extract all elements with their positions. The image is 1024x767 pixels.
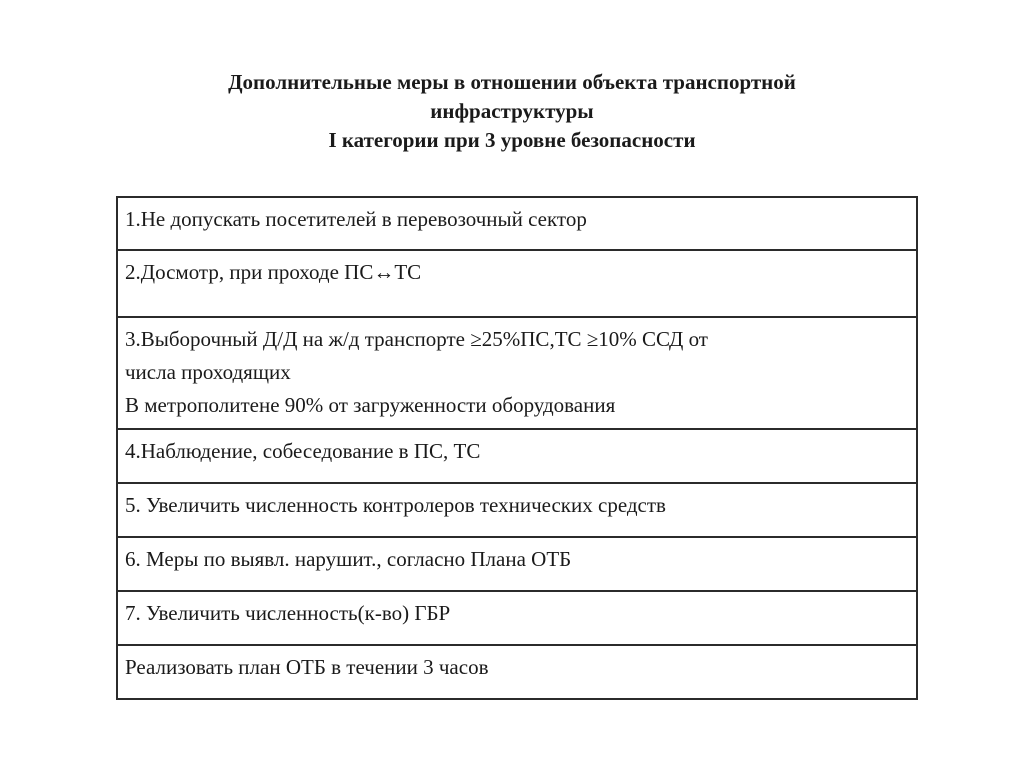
table-row [117,483,917,537]
measure-text: 4.Наблюдение, собеседование в ПС, ТС [125,439,481,463]
title-line-1: Дополнительные меры в отношении объекта транспортной [228,70,796,94]
table-row [117,645,917,699]
measure-cell-8 [117,645,917,699]
measure-text: 1.Не допускать посетителей в перевозочный сектор [125,207,587,231]
table-row [117,197,917,250]
table-row [117,537,917,591]
measure-text: Реализовать план ОТБ в течении 3 часов [125,655,489,679]
measure-text: 3.Выборочный Д/Д на ж/д транспорте ≥25%ПС,ТС ≥10% ССД от [125,327,708,351]
table-row [117,250,917,317]
measure-cell-5 [117,483,917,537]
measure-text: 2.Досмотр, при проходе ПС↔ТС [125,260,422,284]
measure-text: 5. Увеличить численность контролеров технических средств [125,493,666,517]
measure-cell-7 [117,591,917,645]
measure-text: числа проходящих [125,360,291,384]
table-row [117,317,917,429]
page-title [112,68,912,155]
measure-cell-2 [117,250,917,317]
measure-cell-1 [117,197,917,250]
title-line-3: I категории при 3 уровне безопасности [328,128,696,152]
measure-text: 7. Увеличить численность(к-во) ГБР [125,601,451,625]
measure-cell-4 [117,429,917,483]
measure-text: В метрополитене 90% от загруженности оборудования [125,393,616,417]
measures-table [116,196,918,700]
table-row [117,429,917,483]
measure-cell-6 [117,537,917,591]
measure-cell-3 [117,317,917,429]
measure-text: 6. Меры по выявл. нарушит., согласно Плана ОТБ [125,547,572,571]
title-line-2: инфраструктуры [430,99,594,123]
table-row [117,591,917,645]
